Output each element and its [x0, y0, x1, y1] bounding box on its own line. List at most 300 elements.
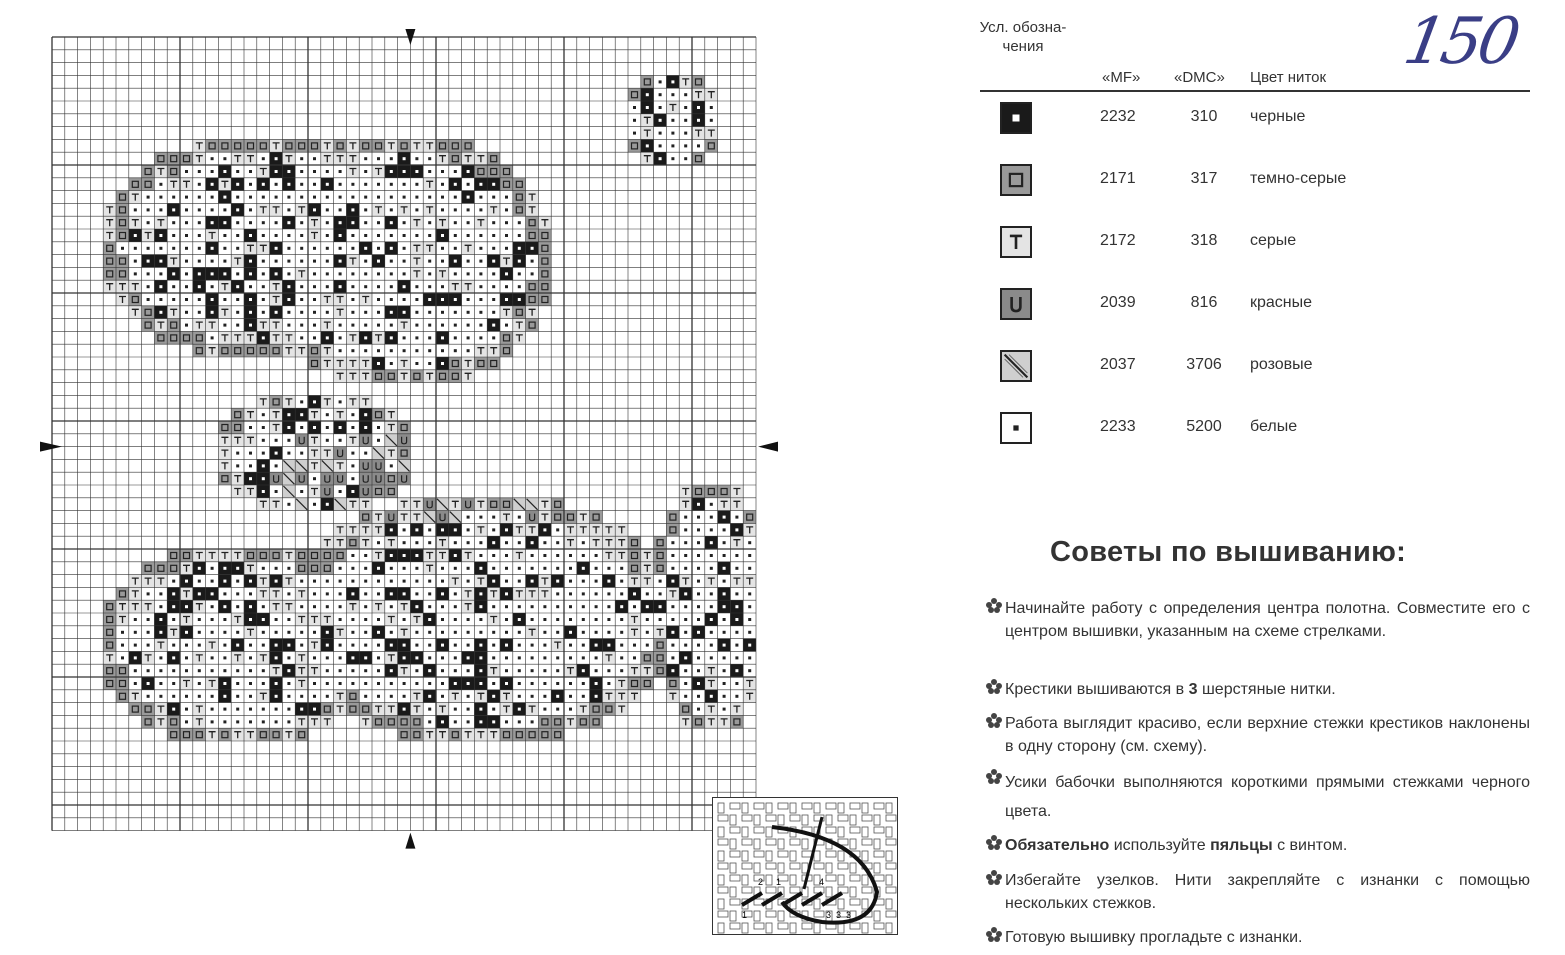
stitch-cell [257, 191, 270, 204]
stitch-cell [129, 651, 142, 664]
stitch-cell [538, 575, 551, 588]
stitch-cell [385, 293, 398, 306]
stitch-cell [474, 165, 487, 178]
legend-mf: 2172 [1100, 232, 1136, 249]
stitch-cell [244, 703, 257, 716]
stitch-cell [500, 613, 513, 626]
stitch-cell [231, 306, 244, 319]
stitch-cell [372, 267, 385, 280]
legend-color-name: темно-серые [1250, 170, 1347, 187]
stitch-cell [602, 703, 615, 716]
stitch-cell [142, 255, 155, 268]
stitch-cell [551, 498, 564, 511]
stitch-cell [346, 485, 359, 498]
stitch-cell [334, 191, 347, 204]
flower-bullet-icon [985, 712, 1003, 730]
stitch-cell [449, 203, 462, 216]
stitch-cell [308, 703, 321, 716]
stitch-cell [282, 600, 295, 613]
stitch-cell [462, 229, 475, 242]
stitch-cell [730, 626, 743, 639]
stitch-cell [462, 677, 475, 690]
stitch-cell [526, 651, 539, 664]
stitch-cell [334, 485, 347, 498]
stitch-cell [359, 395, 372, 408]
stitch-cell [206, 600, 219, 613]
stitch-cell [692, 715, 705, 728]
stitch-cell [410, 575, 423, 588]
stitch-cell [590, 587, 603, 600]
tip-item [985, 926, 1530, 949]
stitch-cell [487, 191, 500, 204]
stitch-cell [666, 549, 679, 562]
stitch-cell [590, 600, 603, 613]
stitch-cell [423, 203, 436, 216]
stitch-cell [308, 651, 321, 664]
stitch-cell [142, 639, 155, 652]
stitch-cell [142, 562, 155, 575]
stitch-cell [385, 511, 398, 524]
stitch-cell [410, 498, 423, 511]
stitch-cell [321, 255, 334, 268]
stitch-cell [308, 575, 321, 588]
stitch-cell [487, 523, 500, 536]
stitch-cell [206, 191, 219, 204]
stitch-cell [526, 242, 539, 255]
stitch-number: 3 [826, 910, 832, 920]
stitch-cell [193, 178, 206, 191]
stitch-cell [679, 101, 692, 114]
stitch-cell [500, 229, 513, 242]
stitch-cell [410, 280, 423, 293]
stitch-cell [334, 203, 347, 216]
stitch-cell [705, 690, 718, 703]
stitch-cell [436, 587, 449, 600]
stitch-cell [436, 651, 449, 664]
stitch-cell [500, 549, 513, 562]
stitch-cell [372, 229, 385, 242]
stitch-cell [129, 191, 142, 204]
stitch-cell [487, 293, 500, 306]
stitch-cell [385, 715, 398, 728]
letter-t-icon [1000, 226, 1032, 258]
stitch-cell [487, 562, 500, 575]
stitch-cell [449, 229, 462, 242]
stitch-cell [474, 664, 487, 677]
stitch-cell [718, 600, 731, 613]
stitch-cell [206, 587, 219, 600]
stitch-cell [321, 203, 334, 216]
stitch-cell [526, 575, 539, 588]
stitch-cell [218, 293, 231, 306]
stitch-cell [590, 575, 603, 588]
stitch-cell [423, 613, 436, 626]
stitch-cell [487, 651, 500, 664]
stitch-cell [615, 639, 628, 652]
stitch-cell [487, 664, 500, 677]
stitch-cell [154, 639, 167, 652]
stitch-cell [180, 562, 193, 575]
stitch-cell [308, 677, 321, 690]
stitch-cell [257, 703, 270, 716]
stitch-cell [423, 370, 436, 383]
stitch-cell [257, 472, 270, 485]
stitch-cell [244, 293, 257, 306]
stitch-cell [167, 229, 180, 242]
stitch-cell [449, 498, 462, 511]
stitch-cell [718, 639, 731, 652]
stitch-cell [359, 216, 372, 229]
stitch-cell [295, 203, 308, 216]
stitch-cell [602, 600, 615, 613]
stitch-cell [372, 613, 385, 626]
stitch-cell [526, 677, 539, 690]
stitch-cell [410, 139, 423, 152]
stitch-cell [577, 600, 590, 613]
stitch-cell [295, 703, 308, 716]
stitch-cell [730, 715, 743, 728]
stitch-cell [743, 523, 756, 536]
stitch-cell [487, 242, 500, 255]
stitch-cell [180, 690, 193, 703]
stitch-cell [206, 216, 219, 229]
stitch-cell [730, 523, 743, 536]
stitch-cell [218, 639, 231, 652]
stitch-cell [180, 165, 193, 178]
stitch-cell [436, 715, 449, 728]
stitch-cell [231, 651, 244, 664]
stitch-cell [244, 267, 257, 280]
stitch-cell [679, 626, 692, 639]
stitch-cell [423, 575, 436, 588]
stitch-cell [666, 152, 679, 165]
stitch-cell [513, 600, 526, 613]
stitch-cell [462, 191, 475, 204]
stitch-cell [193, 677, 206, 690]
stitch-cell [295, 331, 308, 344]
stitch-cell [705, 677, 718, 690]
stitch-cell [295, 255, 308, 268]
stitch-cell [513, 331, 526, 344]
stitch-cell [346, 344, 359, 357]
stitch-cell [449, 280, 462, 293]
stitch-cell [398, 421, 411, 434]
legend-row [980, 348, 1520, 388]
stitch-cell [641, 575, 654, 588]
stitch-cell [167, 319, 180, 332]
stitch-cell [398, 677, 411, 690]
stitch-cell [167, 728, 180, 741]
stitch-cell [206, 651, 219, 664]
stitch-cell [154, 255, 167, 268]
legend-dmc-header: «DMC» [1174, 69, 1225, 86]
stitch-cell [436, 613, 449, 626]
stitch-cell [142, 229, 155, 242]
stitch-cell [513, 549, 526, 562]
stitch-cell [385, 344, 398, 357]
stitch-cell [167, 715, 180, 728]
stitch-cell [346, 447, 359, 460]
stitch-cell [654, 639, 667, 652]
stitch-cell [372, 690, 385, 703]
tip-text [985, 768, 1530, 826]
stitch-cell [602, 651, 615, 664]
stitch-cell [577, 523, 590, 536]
stitch-cell [206, 626, 219, 639]
stitch-cell [270, 421, 283, 434]
stitch-cell [513, 216, 526, 229]
stitch-cell [282, 651, 295, 664]
stitch-cell [513, 562, 526, 575]
stitch-cell [743, 664, 756, 677]
stitch-cell [462, 511, 475, 524]
stitch-cell [295, 229, 308, 242]
stitch-cell [154, 703, 167, 716]
stitch-cell [423, 255, 436, 268]
stitch-cell [615, 536, 628, 549]
stitch-cell [334, 370, 347, 383]
stitch-cell [116, 613, 129, 626]
stitch-cell [718, 587, 731, 600]
stitch-cell [449, 165, 462, 178]
stitch-cell [398, 587, 411, 600]
stitch-cell [398, 139, 411, 152]
stitch-cell [154, 203, 167, 216]
stitch-cell [538, 523, 551, 536]
stitch-cell [385, 472, 398, 485]
stitch-cell [359, 690, 372, 703]
stitch-cell [270, 575, 283, 588]
stitch-cell [193, 331, 206, 344]
stitch-cell [487, 229, 500, 242]
stitch-cell [154, 575, 167, 588]
stitch-cell [282, 280, 295, 293]
stitch-cell [641, 88, 654, 101]
stitch-cell [474, 575, 487, 588]
stitch-cell [142, 165, 155, 178]
stitch-cell [359, 459, 372, 472]
stitch-cell [487, 703, 500, 716]
stitch-cell [602, 690, 615, 703]
stitch-cell [359, 523, 372, 536]
stitch-cell [474, 357, 487, 370]
stitch-cell [308, 587, 321, 600]
stitch-cell [231, 319, 244, 332]
stitch-cell [538, 728, 551, 741]
legend-dmc: 318 [1190, 232, 1218, 249]
stitch-cell [142, 677, 155, 690]
stitch-cell [449, 523, 462, 536]
stitch-cell [257, 459, 270, 472]
legend-symbol-header: Усл. обозна-чения [979, 19, 1067, 55]
stitch-cell [692, 651, 705, 664]
stitch-cell [142, 587, 155, 600]
stitch-cell [410, 613, 423, 626]
stitch-cell [346, 370, 359, 383]
stitch-cell [346, 178, 359, 191]
stitch-cell [295, 280, 308, 293]
stitch-cell [308, 344, 321, 357]
stitch-cell [334, 587, 347, 600]
stitch-cell [692, 600, 705, 613]
stitch-cell [398, 549, 411, 562]
stitch-cell [602, 677, 615, 690]
stitch-cell [410, 690, 423, 703]
stitch-cell [398, 613, 411, 626]
stitch-cell [359, 434, 372, 447]
stitch-cell [103, 677, 116, 690]
stitch-cell [334, 677, 347, 690]
stitch-cell [321, 715, 334, 728]
stitch-cell [462, 165, 475, 178]
stitch-cell [410, 344, 423, 357]
stitch-cell [372, 472, 385, 485]
tip-text-part: используйте [1109, 837, 1211, 854]
stitch-cell [321, 331, 334, 344]
stitch-cell [116, 255, 129, 268]
stitch-cell [180, 639, 193, 652]
stitch-cell [193, 203, 206, 216]
stitch-cell [385, 306, 398, 319]
stitch-cell [193, 242, 206, 255]
stitch-cell [666, 511, 679, 524]
stitch-cell [666, 88, 679, 101]
stitch-cell [206, 690, 219, 703]
stitch-cell [487, 203, 500, 216]
stitch-cell [385, 280, 398, 293]
stitch-cell [282, 613, 295, 626]
stitch-cell [116, 651, 129, 664]
stitch-cell [193, 344, 206, 357]
stitch-cell [564, 613, 577, 626]
stitch-cell [295, 178, 308, 191]
stitch-cell [359, 165, 372, 178]
flower-bullet-icon [985, 678, 1003, 696]
stitch-cell [116, 280, 129, 293]
stitch-cell [129, 587, 142, 600]
stitch-cell [142, 306, 155, 319]
stitch-cell [372, 536, 385, 549]
stitch-cell [385, 613, 398, 626]
stitch-cell [308, 306, 321, 319]
stitch-cell [218, 434, 231, 447]
stitch-cell [590, 690, 603, 703]
stitch-cell [410, 523, 423, 536]
stitch-cell [500, 651, 513, 664]
stitch-cell [321, 587, 334, 600]
stitch-cell [526, 191, 539, 204]
stitch-cell [129, 216, 142, 229]
stitch-cell [129, 664, 142, 677]
stitch-cell [602, 575, 615, 588]
stitch-cell [398, 280, 411, 293]
stitch-cell [180, 216, 193, 229]
stitch-cell [129, 613, 142, 626]
center-arrow-right-icon [758, 442, 778, 452]
stitch-cell [602, 664, 615, 677]
legend-dmc: 816 [1190, 294, 1218, 311]
stitch-cell [282, 626, 295, 639]
stitch-cell [334, 344, 347, 357]
stitch-cell [103, 229, 116, 242]
stitch-cell [218, 229, 231, 242]
stitch-cell [577, 626, 590, 639]
stitch-cell [385, 331, 398, 344]
stitch-cell [385, 203, 398, 216]
stitch-cell [705, 498, 718, 511]
stitch-cell [462, 255, 475, 268]
stitch-cell [218, 216, 231, 229]
stitch-cell [436, 344, 449, 357]
stitch-cell [449, 152, 462, 165]
stitch-cell [602, 523, 615, 536]
stitch-cell [321, 357, 334, 370]
stitch-cell [538, 242, 551, 255]
stitch-cell [705, 101, 718, 114]
stitch-cell [372, 421, 385, 434]
stitch-cell [308, 178, 321, 191]
stitch-cell [231, 485, 244, 498]
stitch-cell [423, 216, 436, 229]
stitch-cell [436, 319, 449, 332]
stitch-cell [641, 127, 654, 140]
stitch-cell [308, 421, 321, 434]
stitch-cell [231, 408, 244, 421]
stitch-cell [167, 626, 180, 639]
stitch-cell [244, 434, 257, 447]
stitch-cell [410, 511, 423, 524]
stitch-cell [282, 447, 295, 460]
stitch-cell [385, 216, 398, 229]
stitch-cell [334, 447, 347, 460]
stitch-cell [359, 562, 372, 575]
stitch-cell [257, 280, 270, 293]
stitch-cell [577, 575, 590, 588]
stitch-cell [270, 203, 283, 216]
stitch-cell [282, 703, 295, 716]
stitch-cell [321, 242, 334, 255]
stitch-cell [666, 523, 679, 536]
stitch-cell [513, 613, 526, 626]
stitch-cell [308, 459, 321, 472]
stitch-cell [666, 536, 679, 549]
stitch-cell [270, 690, 283, 703]
stitch-cell [142, 626, 155, 639]
stitch-cell [538, 690, 551, 703]
stitch-cell [666, 101, 679, 114]
stitch-cell [641, 562, 654, 575]
stitch-cell [129, 600, 142, 613]
stitch-cell [244, 447, 257, 460]
stitch-cell [129, 690, 142, 703]
stitch-cell [270, 664, 283, 677]
stitch-cell [308, 267, 321, 280]
stitch-cell [743, 587, 756, 600]
stitch-cell [526, 536, 539, 549]
stitch-cell [193, 293, 206, 306]
stitch-cell [385, 600, 398, 613]
stitch-cell [692, 626, 705, 639]
stitch-cell [372, 626, 385, 639]
stitch-cell [526, 587, 539, 600]
stitch-cell [231, 472, 244, 485]
stitch-cell [154, 587, 167, 600]
stitch-cell [449, 242, 462, 255]
stitch-cell [436, 575, 449, 588]
stitch-cell [193, 626, 206, 639]
stitch-cell [154, 165, 167, 178]
stitch-cell [359, 408, 372, 421]
